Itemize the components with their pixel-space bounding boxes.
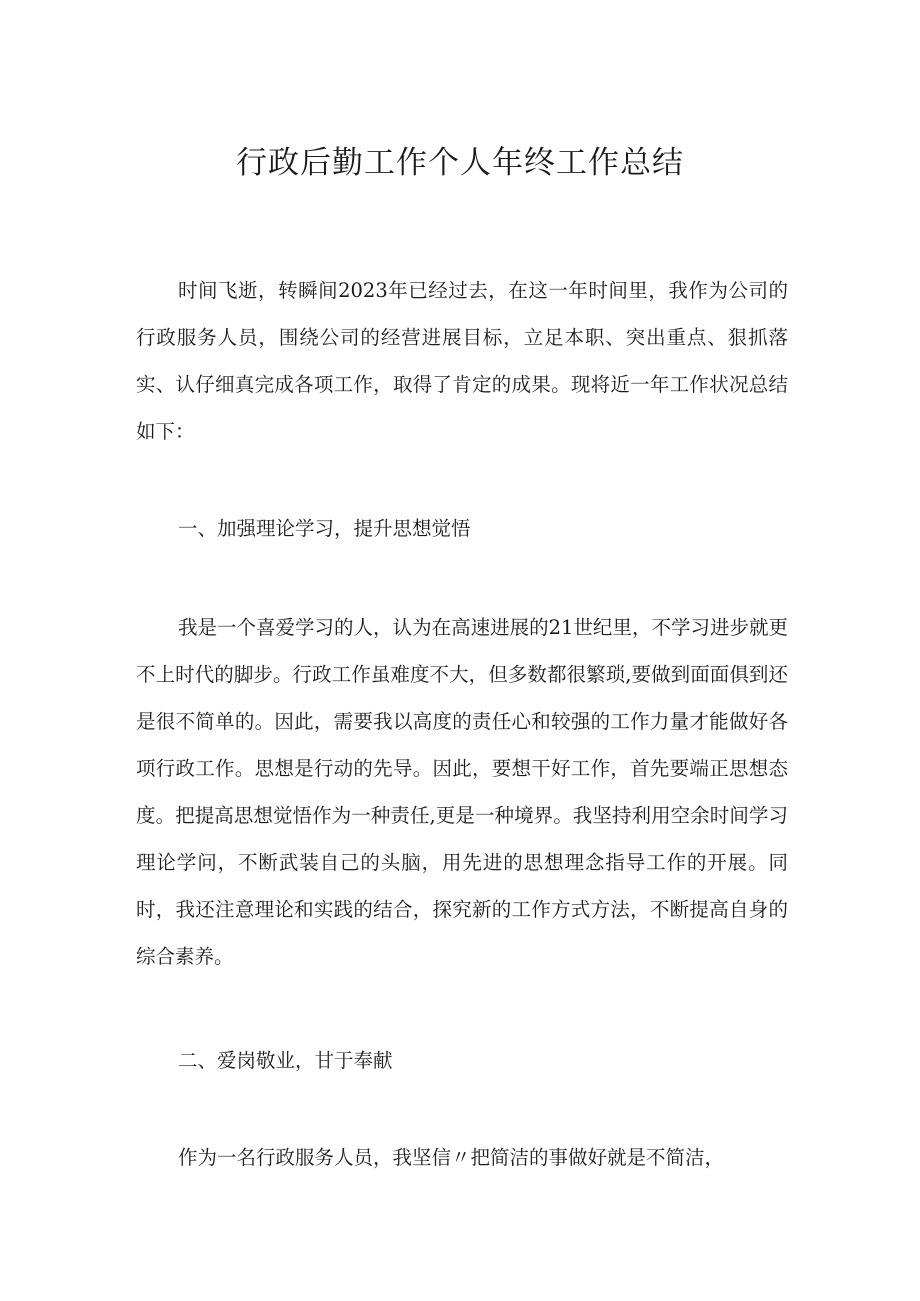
section-1-paragraph: 我是一个喜爱学习的人，认为在高速进展的21世纪里，不学习进步就更不上时代的脚步。行政工作虽难度不大，但多数都很繁琐,要做到面面俱到还是很不简单的。因此，需要我以高度的责任心和较强的工作力量才能做好各项行政工作。思想是行动的先导。因此，要想干好工作，首先要端正思想态度。把提高思想觉悟作为一种责任,更是一种境界。我坚持利用空余时间学习理论学问，不断武装自己的头脑，用先进的思想理念指导工作的开展。同时，我还注意理论和实践的结合，探究新的工作方式方法，不断提高自身的综合素养。 [136,616,788,968]
section-heading-2: 二、爱岗敬业，甘于奉献 [178,1049,393,1072]
section-heading-1: 一、加强理论学习，提升思想觉悟 [178,517,471,540]
section-2-paragraph: 作为一名行政服务人员，我坚信〃把简洁的事做好就是不简洁， [178,1146,725,1169]
intro-paragraph: 时间飞逝，转瞬间2023年已经过去，在这一年时间里，我作为公司的行政服务人员，围绕公司的经营进展目标，立足本职、突出重点、狠抓落实、认仔细真完成各项工作，取得了肯定的成果。现将近一年工作状况总结如下： [136,279,788,443]
document-title: 行政后勤工作个人年终工作总结 [236,145,684,181]
